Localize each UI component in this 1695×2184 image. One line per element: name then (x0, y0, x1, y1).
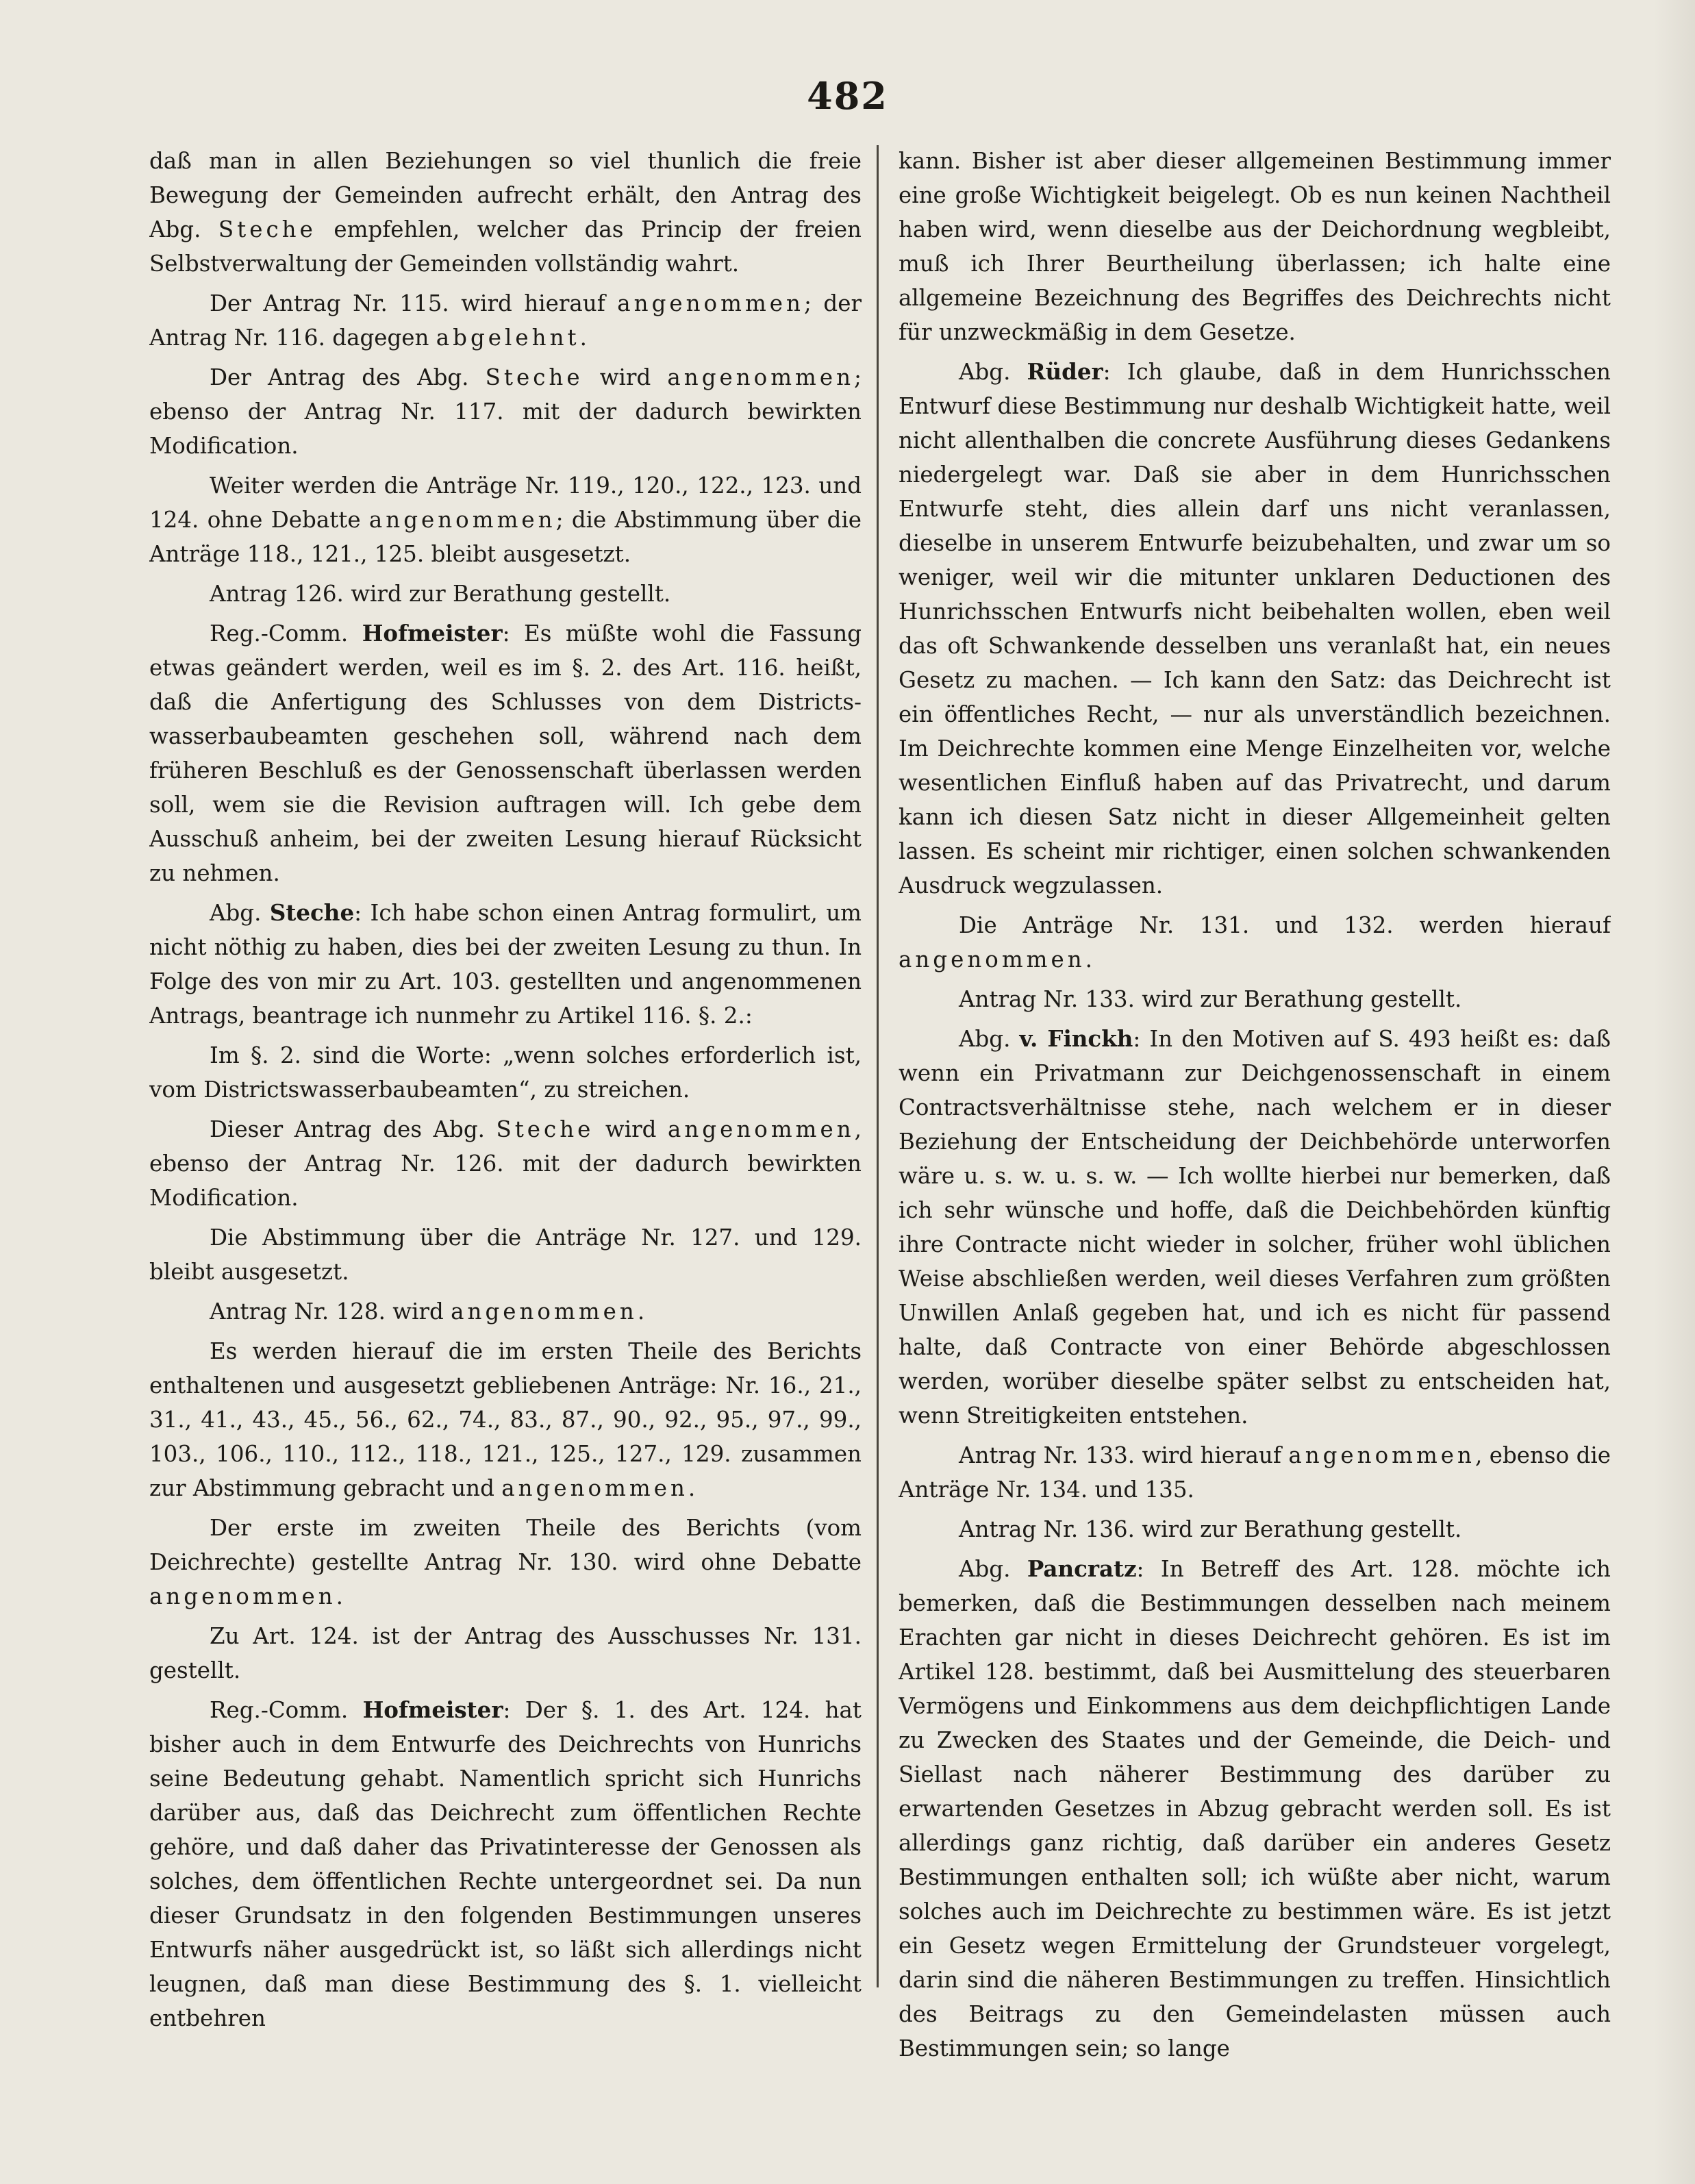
paragraph-text: . (688, 1475, 696, 1501)
paragraph-text: Der Antrag Nr. 115. wird hierauf (210, 290, 618, 316)
paragraph-text: kann. Bisher ist aber dieser allgemeinen Bestimmung immer eine große Wichtigkeit beigelegt. Ob es nun keinen Nachtheil haben wird, wenn dieselbe aus der Deichordnung wegbleibt, muß ich Ihrer Beurtheilung überlassen; ich halte eine allgemeine Bezeichnung des Begriffes des Deichrechts nicht für unzweckmäßig in dem Gesetze. (899, 148, 1611, 345)
paragraph (149, 896, 862, 1033)
emphasized-text: Steche (496, 1116, 594, 1142)
paragraph-text: : Der §. 1. des Art. 124. hat bisher auch in dem Entwurfe des Deichrechts von Hunrichs seine Bedeutung gehabt. Namentlich spricht sich Hunrichs darüber aus, daß das Deichrecht zum öffentlichen Rechte gehöre, und daß daher das Privatinteresse der Genossen als solches, dem öffentlichen Rechte untergeordnet sei. Da nun dieser Grundsatz in den folgenden Bestimmungen unseres Entwurfs näher ausgedrückt ist, so läßt sich allerdings nicht leugnen, daß man diese Bestimmung des §. 1. vielleicht entbehren (149, 1697, 862, 2031)
paragraph-text: Abg. (959, 359, 1027, 385)
emphasized-text: abgelehnt (436, 325, 580, 351)
emphasized-text: angenommen (667, 364, 855, 390)
paragraph (899, 908, 1611, 977)
paragraph (149, 1038, 862, 1107)
paragraph-text: Die Anträge Nr. 131. und 132. werden hierauf (959, 912, 1611, 938)
column-divider (877, 145, 879, 1987)
paragraph-text: Abg. (959, 1026, 1020, 1052)
paragraph (149, 1693, 862, 2035)
page-edge-shadow (1654, 0, 1695, 2184)
emphasized-text: Steche (485, 364, 583, 390)
paragraph (899, 1438, 1611, 1507)
paragraph (899, 355, 1611, 903)
paragraph-text: . (1085, 946, 1092, 972)
emphasized-text: angenommen (368, 507, 556, 533)
paragraph-text: ; die Abstimmung über die Anträge 118., 121., 125. bleibt ausgesetzt. (149, 507, 862, 567)
page-number: 482 (807, 74, 888, 118)
emphasized-text: angenommen (668, 1116, 855, 1142)
speaker-name: Pancratz (1027, 1555, 1137, 1582)
paragraph-text: Reg.-Comm. (210, 620, 362, 647)
paragraph-text: . (579, 325, 587, 351)
paragraph (899, 1552, 1611, 2066)
paragraph (899, 144, 1611, 349)
paragraph (899, 1512, 1611, 1546)
paragraph (149, 286, 862, 355)
paragraph-text: ; der Antrag Nr. 116. dagegen (149, 290, 862, 351)
paragraph (149, 577, 862, 611)
paragraph-text: , ebenso die Anträge Nr. 134. und 135. (899, 1442, 1611, 1503)
paragraph-text: Abg. (959, 1556, 1027, 1582)
paragraph-text: : In den Motiven auf S. 493 heißt es: daß wenn ein Privatmann zur Deichgenossenschaft in einem Contractsverhältnisse stehe, nach welchem er in dieser Beziehung der Entscheidung der Deichbehörde unterworfen wäre u. s. w. u. s. w. — Ich wollte hierbei nur bemerken, daß ich sehr wünsche und hoffe, daß die Deichbehörden künftig ihre Contracte nicht wieder in solcher, früher wohl üblichen Weise abschließen werden, weil dieses Verfahren zum größten Unwillen Anlaß gegeben hat, und ich es nicht für passend halte, daß Contracte von einer Behörde abgeschlossen werden, worüber dieselbe später selbst zu entscheiden hat, wenn Streitigkeiten entstehen. (899, 1026, 1611, 1429)
emphasized-text: angenommen (451, 1298, 638, 1325)
paragraph-text: Die Abstimmung über die Anträge Nr. 127. und 129. bleibt ausgesetzt. (149, 1225, 862, 1285)
paragraph-text: : Es müßte wohl die Fassung etwas geändert werden, weil es im §. 2. des Art. 116. heißt, daß die Anfertigung des Schlusses von dem Districts-wasserbaubeamten geschehen soll, während nach dem früheren Beschluß es der Genossenschaft überlassen werden soll, wem sie die Revision auftragen will. Ich gebe dem Ausschuß anheim, bei der zweiten Lesung hierauf Rücksicht zu nehmen. (149, 620, 862, 886)
paragraph-text: : Ich habe schon einen Antrag formulirt, um nicht nöthig zu haben, dies bei der zweiten Lesung zu thun. In Folge des von mir zu Art. 103. gestellten und angenommenen Antrags, beantrage ich nunmehr zu Artikel 116. §. 2.: (149, 900, 862, 1029)
paragraph-text: empfehlen, welcher das Princip der freien Selbstverwaltung der Gemeinden vollständig wahrt. (149, 216, 862, 277)
paragraph-text: Dieser Antrag des Abg. (210, 1116, 497, 1142)
paragraph (149, 1294, 862, 1329)
paragraph (149, 144, 862, 281)
paragraph-text: Weiter werden die Anträge Nr. 119., 120., 122., 123. und 124. ohne Debatte (149, 473, 862, 533)
paragraph (899, 982, 1611, 1016)
emphasized-text: angenommen (149, 1583, 336, 1609)
emphasized-text: angenommen (1288, 1442, 1475, 1468)
paragraph (149, 1334, 862, 1505)
paragraph-text: Im §. 2. sind die Worte: „wenn solches erforderlich ist, vom Districtswasserbaubeamten“, zu streichen. (149, 1042, 862, 1103)
paragraph-text: . (637, 1298, 645, 1325)
paragraph-text: ; ebenso der Antrag Nr. 117. mit der dadurch bewirkten Modification. (149, 364, 862, 459)
paragraph-text: Zu Art. 124. ist der Antrag des Ausschusses Nr. 131. gestellt. (149, 1623, 862, 1683)
paragraph-text: daß man in allen Beziehungen so viel thunlich die freie Bewegung der Gemeinden aufrecht erhält, den Antrag des Abg. (149, 148, 862, 242)
emphasized-text: angenommen (501, 1475, 688, 1501)
paragraph-text: Antrag Nr. 133. wird zur Berathung gestellt. (959, 986, 1462, 1012)
paragraph-text: wird (594, 1116, 668, 1142)
paragraph-text: Reg.-Comm. (210, 1697, 363, 1723)
paragraph (149, 1511, 862, 1614)
emphasized-text: angenommen (617, 290, 804, 316)
paragraph (149, 1619, 862, 1687)
paragraph-text: Es werden hierauf die im ersten Theile des Berichts enthaltenen und ausgesetzt gebliebenen Anträge: Nr. 16., 21., 31., 41., 43., 45., 56., 62., 74., 83., 87., 90., 92., 95., 97., 99., 103., 106., 110., 112., 118., 121., 125., 127., 129. zusammen zur Abstimmung gebracht und (149, 1338, 862, 1501)
paragraph-text: . (336, 1583, 343, 1609)
paragraph-text: Der erste im zweiten Theile des Berichts (vom Deichrechte) gestellte Antrag Nr. 130. wird ohne Debatte (149, 1515, 862, 1575)
paragraph-text: wird (583, 364, 668, 390)
paragraph-text: Antrag 126. wird zur Berathung gestellt. (210, 581, 671, 607)
emphasized-text: Steche (218, 216, 316, 242)
paragraph-text: Der Antrag des Abg. (210, 364, 486, 390)
right-column (899, 144, 1611, 2157)
paragraph (149, 616, 862, 890)
paragraph-text: Antrag Nr. 128. wird (210, 1298, 451, 1325)
paragraph-text: Antrag Nr. 136. wird zur Berathung gestellt. (959, 1516, 1462, 1542)
paragraph (149, 1112, 862, 1215)
paragraph (149, 360, 862, 463)
paragraph-text: Antrag Nr. 133. wird hierauf (959, 1442, 1289, 1468)
left-column (149, 144, 862, 2157)
paragraph-text: : In Betreff des Art. 128. möchte ich bemerken, daß die Bestimmungen desselben nach meinem Erachten gar nicht in dieses Deichrecht gehören. Es ist im Artikel 128. bestimmt, daß bei Ausmittelung des steuerbaren Vermögens und Einkommens aus dem deichpflichtigen Lande zu Zwecken des Staates und der Gemeinde, die Deich- und Siellast nach näherer Bestimmung des darüber zu erwartenden Gesetzes in Abzug gebracht werden soll. Es ist allerdings ganz richtig, daß darüber ein anderes Gesetz Bestimmungen enthalten soll; ich wüßte aber nicht, warum solches auch im Deichrechte zu bestimmen wäre. Es ist jetzt ein Gesetz wegen Ermittelung der Grundsteuer vorgelegt, darin sind die näheren Bestimmungen zu treffen. Hinsichtlich des Beitrags zu den Gemeindelasten müssen auch Bestimmungen sein; so lange (899, 1556, 1611, 2061)
emphasized-text: angenommen (899, 946, 1085, 972)
paragraph (149, 1220, 862, 1289)
paragraph-text: , ebenso der Antrag Nr. 126. mit der dadurch bewirkten Modification. (149, 1116, 862, 1211)
paragraph (899, 1022, 1611, 1433)
speaker-name: Hofmeister (362, 1696, 503, 1723)
speaker-name: Hofmeister (362, 620, 503, 647)
paragraph (149, 468, 862, 571)
speaker-name: Steche (269, 899, 355, 926)
paragraph-text: : Ich glaube, daß in dem Hunrichsschen Entwurf diese Bestimmung nur deshalb Wichtigkeit hatte, weil nicht allenthalben die concrete Ausführung dieses Gedankens niedergelegt war. Daß sie aber in dem Hunrichsschen Entwurfe steht, dies allein darf uns nicht veranlassen, dieselbe in unserem Entwurfe beizubehalten, und zwar um so weniger, weil wir die mitunter unklaren Deductionen des Hunrichsschen Entwurfs nicht beibehalten wollen, eben weil das oft Schwankende desselben uns veranlaßt hat, ein neues Gesetz zu machen. — Ich kann den Satz: das Deichrecht ist ein öffentliches Recht, — nur als unverständlich bezeichnen. Im Deichrechte kommen eine Menge Einzelheiten vor, welche wesentlichen Einfluß haben auf das Privatrecht, und darum kann ich diesen Satz nicht in dieser Allgemeinheit gelten lassen. Es scheint mir richtiger, einen solchen schwankenden Ausdruck wegzulassen. (899, 359, 1611, 899)
paragraph-text: Abg. (210, 900, 270, 926)
speaker-name: Rüder (1027, 358, 1103, 385)
speaker-name: v. Finckh (1019, 1025, 1133, 1052)
